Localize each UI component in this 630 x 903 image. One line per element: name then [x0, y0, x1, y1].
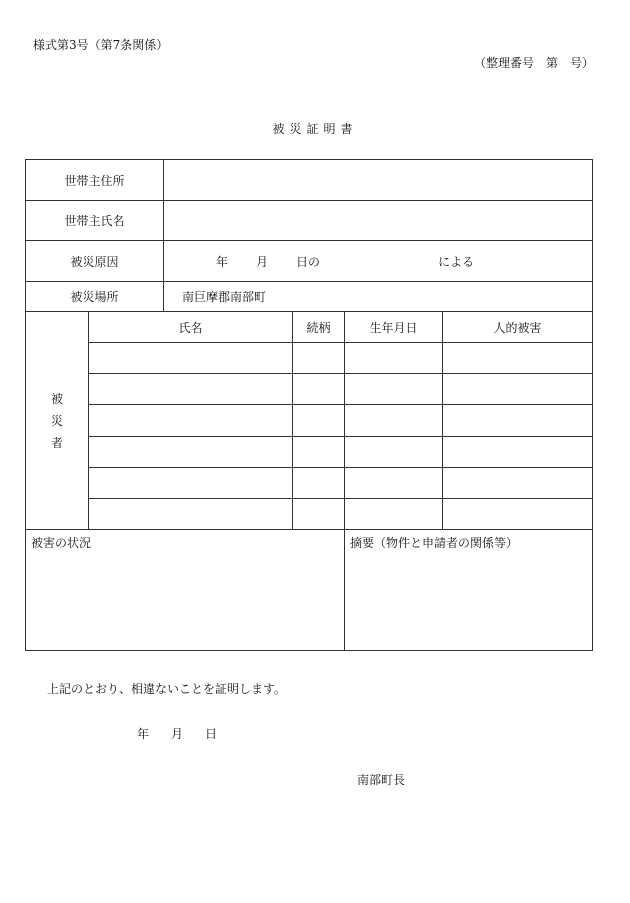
victim-relationship-cell[interactable]	[293, 343, 345, 374]
cause-year: 年	[216, 254, 229, 269]
victim-injury-cell[interactable]	[443, 374, 593, 405]
col-birthdate-header: 生年月日	[345, 312, 443, 343]
victim-birthdate-cell[interactable]	[345, 343, 443, 374]
issue-day: 日	[205, 727, 218, 741]
cause-row	[26, 241, 593, 282]
issue-date	[137, 725, 217, 742]
victim-relationship-cell[interactable]	[293, 436, 345, 467]
summary-label: 摘要（物件と申請者の関係等）	[350, 535, 519, 550]
victim-injury-cell[interactable]	[443, 436, 593, 467]
damage-status-label: 被害の状況	[31, 535, 92, 550]
victim-birthdate-cell[interactable]	[345, 498, 443, 529]
victim-relationship-cell[interactable]	[293, 405, 345, 436]
table-row	[26, 374, 593, 405]
issuer-name: 南部町長	[357, 773, 406, 787]
notes-row	[26, 529, 593, 650]
issue-month: 月	[171, 727, 184, 741]
victim-birthdate-cell[interactable]	[345, 436, 443, 467]
document-title: 被災証明書	[272, 122, 358, 136]
victim-name-cell[interactable]	[89, 467, 293, 498]
cause-suffix: による	[438, 254, 475, 269]
cause-month: 月	[256, 254, 269, 269]
cause-day: 日の	[296, 254, 321, 269]
victim-name-cell[interactable]	[89, 374, 293, 405]
victim-name-cell[interactable]	[89, 343, 293, 374]
cause-label: 被災原因	[26, 241, 164, 282]
victim-relationship-cell[interactable]	[293, 498, 345, 529]
name-row	[26, 201, 593, 241]
table-row	[26, 498, 593, 529]
summary-field[interactable]	[345, 529, 593, 650]
col-name-header: 氏名	[89, 312, 293, 343]
victim-name-cell[interactable]	[89, 498, 293, 529]
victims-label: 被 災 者	[26, 312, 89, 529]
table-row	[26, 343, 593, 374]
household-address-label: 世帯主住所	[26, 160, 164, 201]
victim-header-row	[26, 312, 593, 343]
victim-relationship-cell[interactable]	[293, 374, 345, 405]
certificate-table	[25, 159, 593, 651]
victim-injury-cell[interactable]	[443, 343, 593, 374]
place-row	[26, 282, 593, 312]
reference-number: （整理番号 第 号）	[473, 56, 594, 70]
form-number: 様式第3号（第7条関係）	[33, 38, 169, 52]
place-field[interactable]: 南巨摩郡南部町	[164, 282, 593, 312]
household-name-label: 世帯主氏名	[26, 201, 164, 241]
certification-statement: 上記のとおり、相違ないことを証明します。	[47, 682, 287, 696]
place-label: 被災場所	[26, 282, 164, 312]
table-row	[26, 467, 593, 498]
victim-injury-cell[interactable]	[443, 405, 593, 436]
victim-injury-cell[interactable]	[443, 467, 593, 498]
household-name-field[interactable]	[164, 201, 593, 241]
victim-name-cell[interactable]	[89, 405, 293, 436]
household-address-field[interactable]	[164, 160, 593, 201]
victim-relationship-cell[interactable]	[293, 467, 345, 498]
victim-birthdate-cell[interactable]	[345, 405, 443, 436]
table-row	[26, 405, 593, 436]
victim-birthdate-cell[interactable]	[345, 467, 443, 498]
victim-injury-cell[interactable]	[443, 498, 593, 529]
victim-birthdate-cell[interactable]	[345, 374, 443, 405]
victim-name-cell[interactable]	[89, 436, 293, 467]
issue-year: 年	[137, 727, 150, 741]
col-injury-header: 人的被害	[443, 312, 593, 343]
cause-field[interactable]	[164, 241, 593, 282]
col-relationship-header: 続柄	[293, 312, 345, 343]
table-row	[26, 436, 593, 467]
address-row	[26, 160, 593, 201]
damage-status-field[interactable]	[26, 529, 345, 650]
